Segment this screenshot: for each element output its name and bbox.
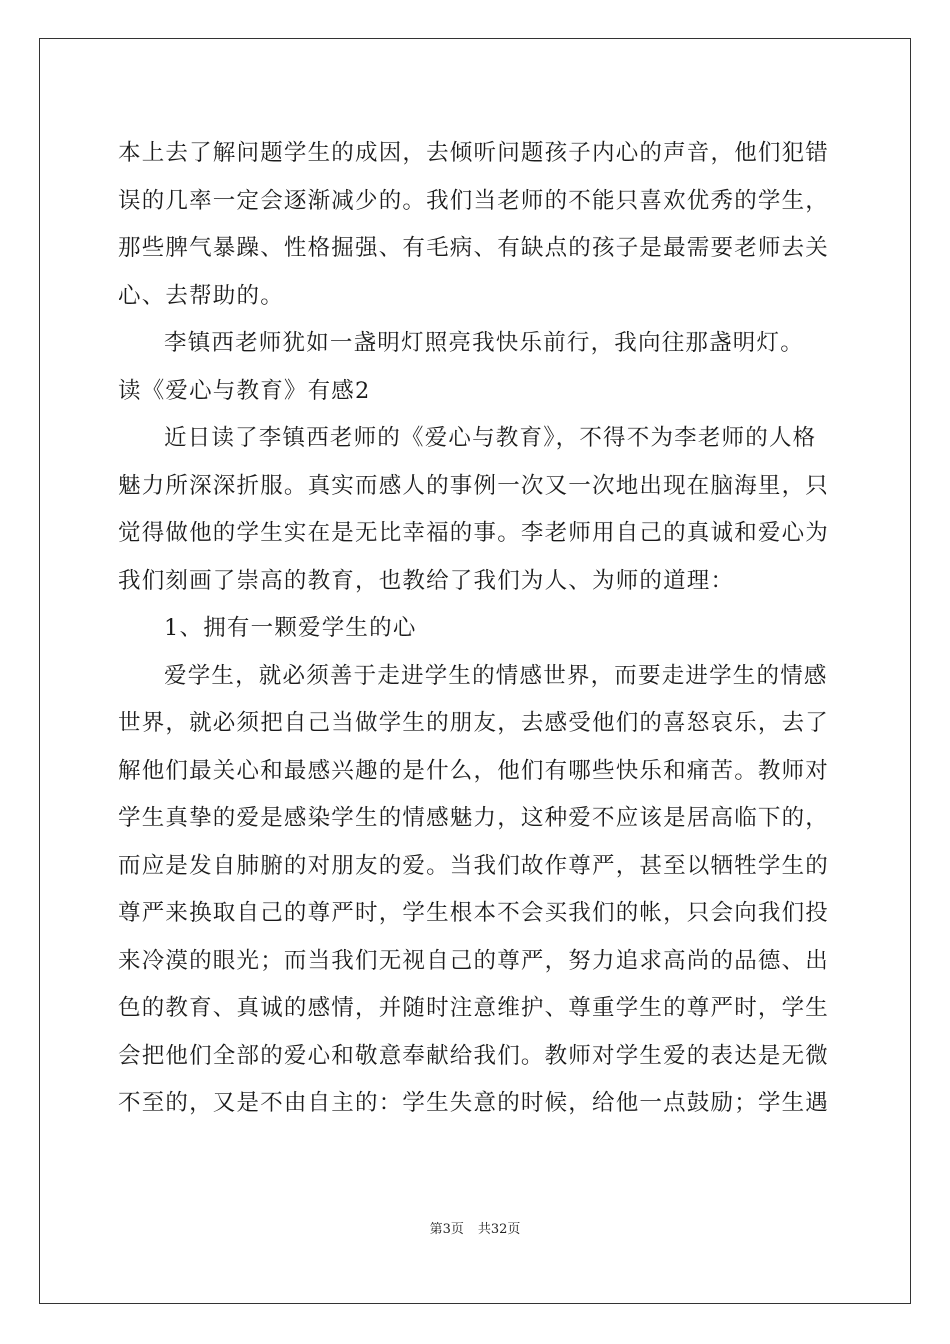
page-total: 共32页 (477, 1222, 521, 1237)
text-line: 魅力所深深折服。真实而感人的事例一次又一次地出现在脑海里，只 (118, 472, 830, 499)
text-line: 觉得做他的学生实在是无比幸福的事。李老师用自己的真诚和爱心为 (118, 520, 830, 546)
text-line: 那些脾气暴躁、性格掘强、有毛病、有缺点的孩子是最需要老师去关 (118, 235, 830, 261)
page-number: 第3页 (429, 1222, 464, 1237)
text-line: 解他们最关心和最感兴趣的是什么，他们有哪些快乐和痛苦。教师对 (118, 757, 830, 784)
text-line: 李镇西老师犹如一盏明灯照亮我快乐前行，我向往那盏明灯。 (164, 330, 804, 356)
text-line: 会把他们全部的爱心和敬意奉献给我们。教师对学生爱的表达是无微 (118, 1042, 830, 1069)
text-line: 近日读了李镇西老师的《爱心与教育》，不得不为李老师的人格 (164, 425, 817, 451)
text-line: 爱学生，就必须善于走进学生的情感世界，而要走进学生的情感 (164, 662, 828, 689)
page-footer (0, 1218, 950, 1237)
text-line: 尊严来换取自己的尊严时，学生根本不会买我们的帐，只会向我们投 (118, 900, 830, 926)
text-line: 心、去帮助的。 (118, 282, 284, 309)
document-body (118, 130, 834, 1128)
text-line: 1、拥有一颗爱学生的心 (164, 615, 417, 641)
text-line: 我们刻画了崇高的教育，也教给了我们为人、为师的道理： (118, 567, 735, 594)
text-line: 读《爱心与教育》有感2 (118, 377, 371, 404)
text-line: 不至的，又是不由自主的：学生失意的时候，给他一点鼓励；学生遇 (118, 1090, 830, 1116)
text-line: 学生真挚的爱是感染学生的情感魅力，这种爱不应该是居高临下的， (118, 805, 830, 831)
text-line: 而应是发自肺腑的对朋友的爱。当我们故作尊严，甚至以牺牲学生的 (118, 852, 830, 879)
text-line: 世界，就必须把自己当做学生的朋友，去感受他们的喜怒哀乐，去了 (118, 710, 830, 736)
text-line: 误的几率一定会逐渐减少的。我们当老师的不能只喜欢优秀的学生， (118, 187, 830, 214)
text-line: 本上去了解问题学生的成因，去倾听问题孩子内心的声音，他们犯错 (118, 140, 830, 166)
text-line: 来冷漠的眼光；而当我们无视自己的尊严，努力追求高尚的品德、出 (118, 947, 830, 974)
text-line: 色的教育、真诚的感情，并随时注意维护、尊重学生的尊严时，学生 (118, 995, 830, 1021)
